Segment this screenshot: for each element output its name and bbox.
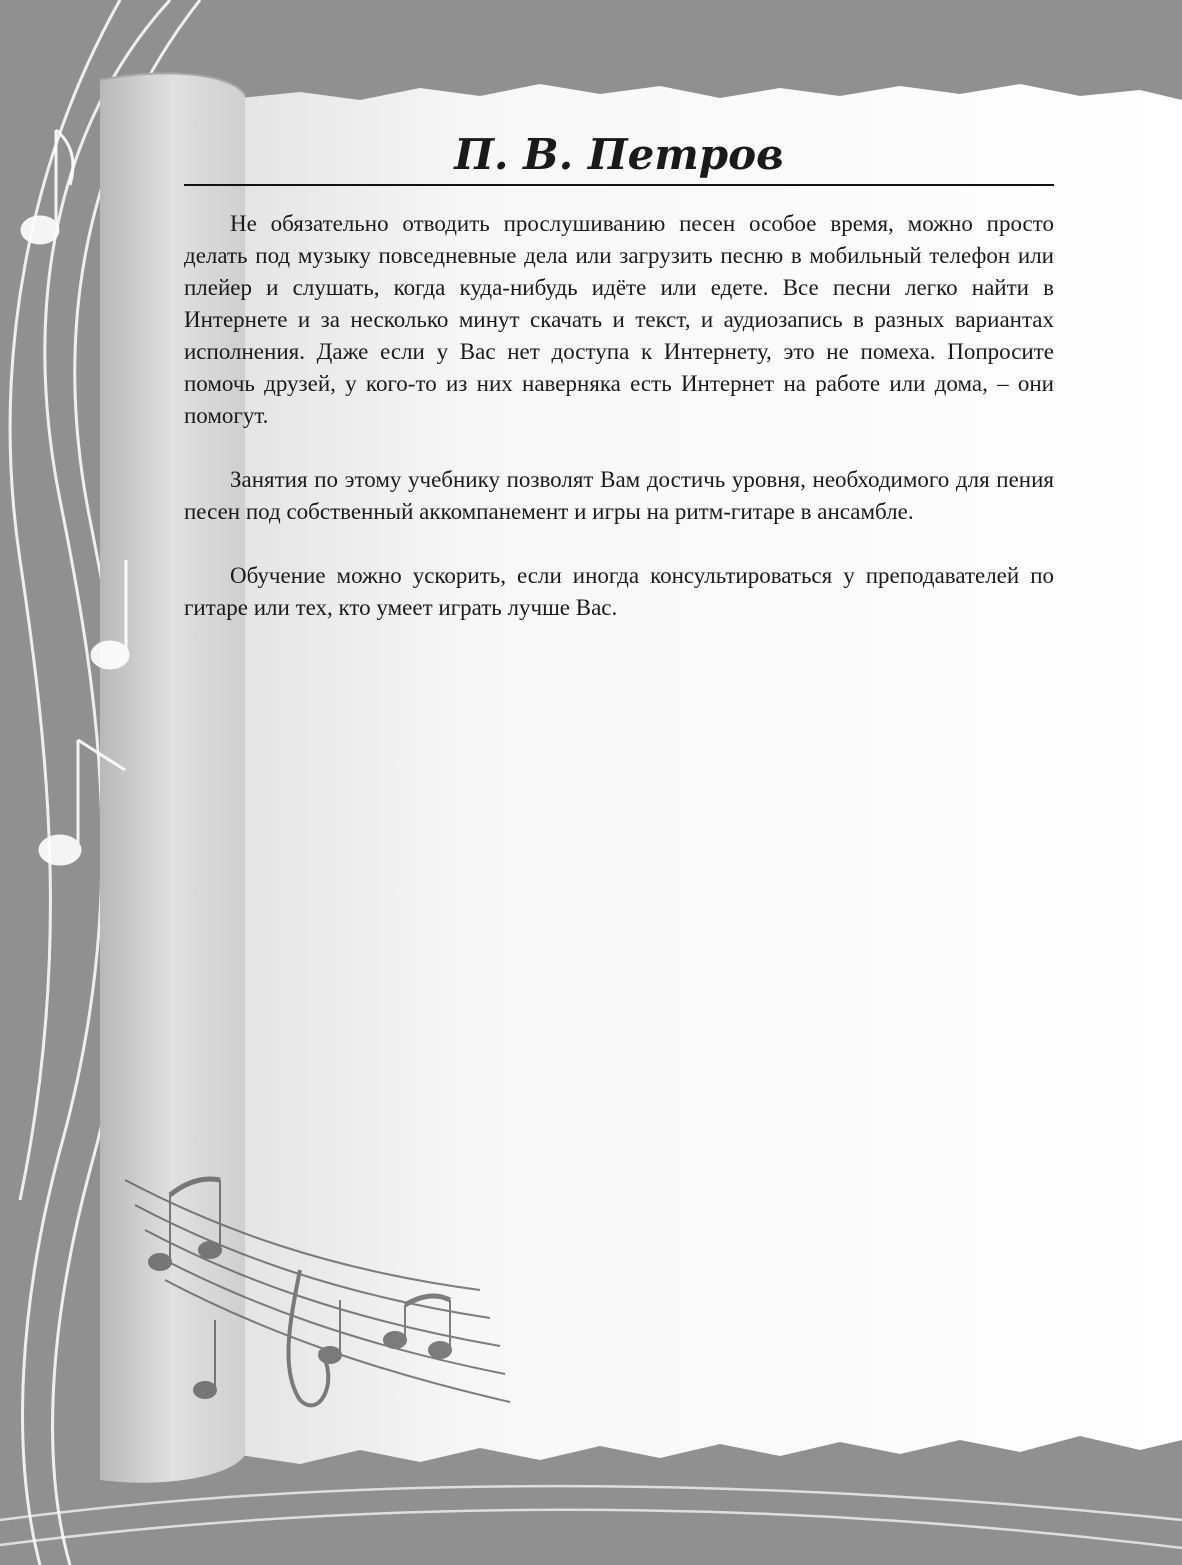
paragraph: Не обязательно отводить прослушиванию песен особое время, можно просто делать под музыку повседневные дела или загрузить песню в мобильный телефон или плейер и слушать, когда куда-нибудь идёте или едете. Все песни легко найти в Интернете и за несколько минут скачать и текст, и аудиозапись в разных вариантах исполнения. Даже если у Вас нет доступа к Интернету, это не помеха. Попросите помочь друзей, у кого-то из них наверняка есть Интернет на работе или дома, – они помогут. [184,211,1054,428]
text-block [184,128,1054,656]
paragraph: Обучение можно ускорить, если иногда консультироваться у преподавателей по гитаре или тех, кто умеет играть лучше Вас. [184,563,1054,620]
author-title: П. В. Петров [184,128,1054,186]
body-text [184,208,1054,624]
paragraph: Занятия по этому учебнику позволят Вам достичь уровня, необходимого для пения песен под собственный аккомпанемент и игры на ритм-гитаре в ансамбле. [184,467,1054,524]
